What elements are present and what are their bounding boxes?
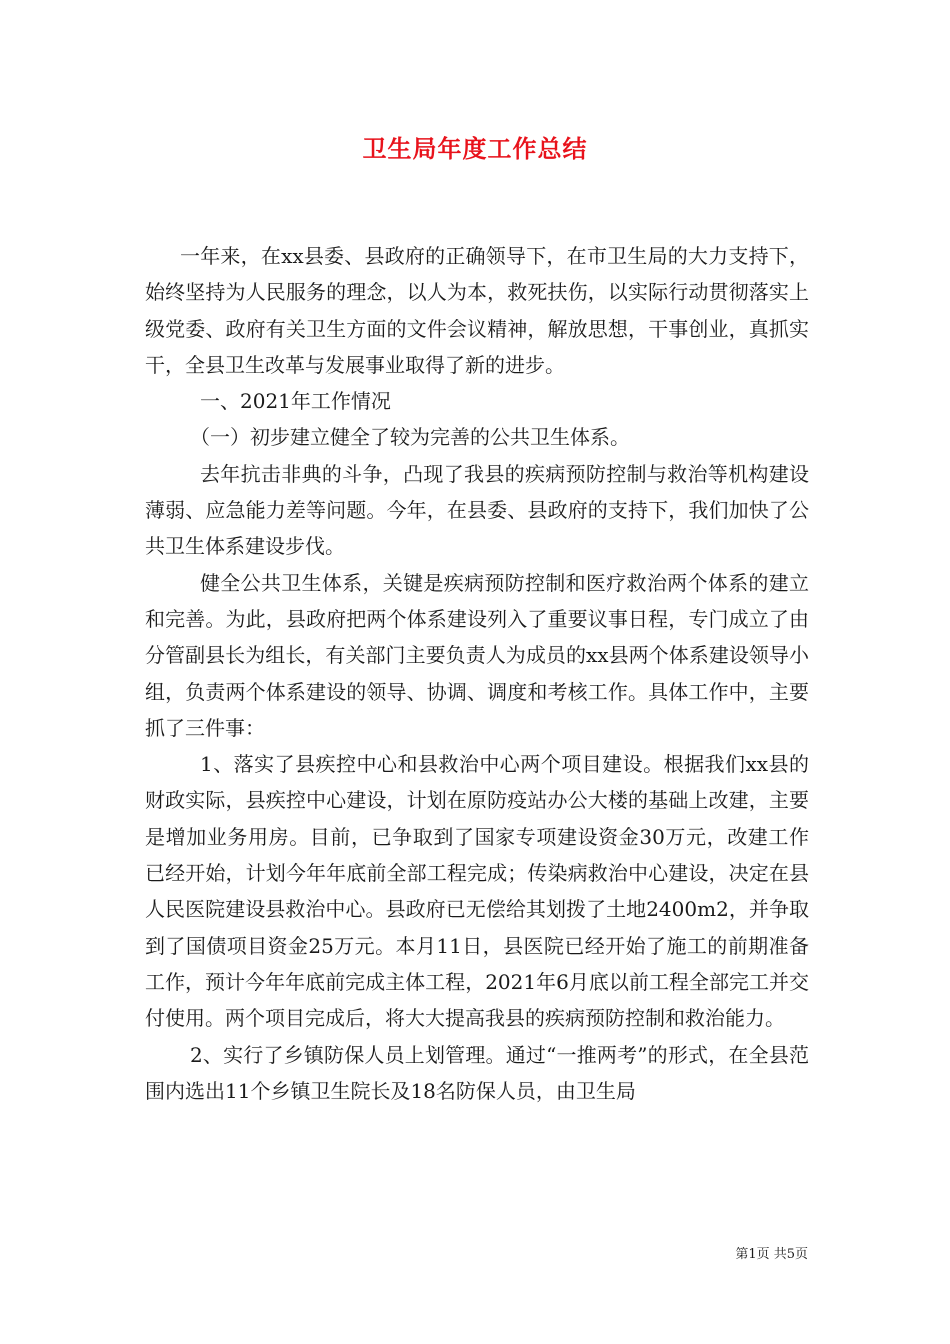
paragraph: 去年抗击非典的斗争，凸现了我县的疾病预防控制与救治等机构建设薄弱、应急能力差等问题。今年，在县委、县政府的支持下，我们加快了公共卫生体系建设步伐。 (145, 461, 809, 559)
page-title: 卫生局年度工作总结 (362, 134, 588, 163)
paragraph-item-1: 1、落实了县疾控中心和县救治中心两个项目建设。根据我们xx县的财政实际，县疾控中心建设，计划在原防疫站办公大楼的基础上改建，主要是增加业务用房。目前，已争取到了国家专项建设资金30万元，改建工作已经开始，计划今年年底前全部工程完成；传染病救治中心建设，决定在县人民医院建设县救治中心。县政府已无偿给其划拨了土地2400m2，并争取到了国债项目资金25万元。本月11日，县医院已经开始了施工的前期准备工作，预计今年年底前完成主体工程，2021年6月底以前工程全部完工并交付使用。两个项目完成后，将大大提高我县的疾病预防控制和救治能力。 (145, 752, 809, 1031)
page-number: 第1页 共5页 (735, 1247, 808, 1262)
paragraph-intro: 一年来，在xx县委、县政府的正确领导下，在市卫生局的大力支持下，始终坚持为人民服务的理念，以人为本，救死扶伤，以实际行动贯彻落实上级党委、政府有关卫生方面的文件会议精神，解放思想，干事创业，真抓实干，全县卫生改革与发展事业取得了新的进步。 (145, 244, 809, 377)
paragraph-item-2: 2、实行了乡镇防保人员上划管理。通过“一推两考”的形式，在全县范围内选出11个乡镇卫生院长及18名防保人员，由卫生局 (145, 1042, 809, 1103)
paragraph: 健全公共卫生体系，关键是疾病预防控制和医疗救治两个体系的建立和完善。为此，县政府把两个体系建设列入了重要议事日程，专门成立了由分管副县长为组长，有关部门主要负责人为成员的xx县两个体系建设领导小组，负责两个体系建设的领导、协调、调度和考核工作。具体工作中，主要抓了三件事： (145, 570, 809, 740)
section-heading: 一、2021年工作情况 (200, 389, 391, 414)
document-body (145, 238, 809, 1109)
subsection-heading: （一）初步建立健全了较为完善的公共卫生体系。 (190, 425, 630, 450)
